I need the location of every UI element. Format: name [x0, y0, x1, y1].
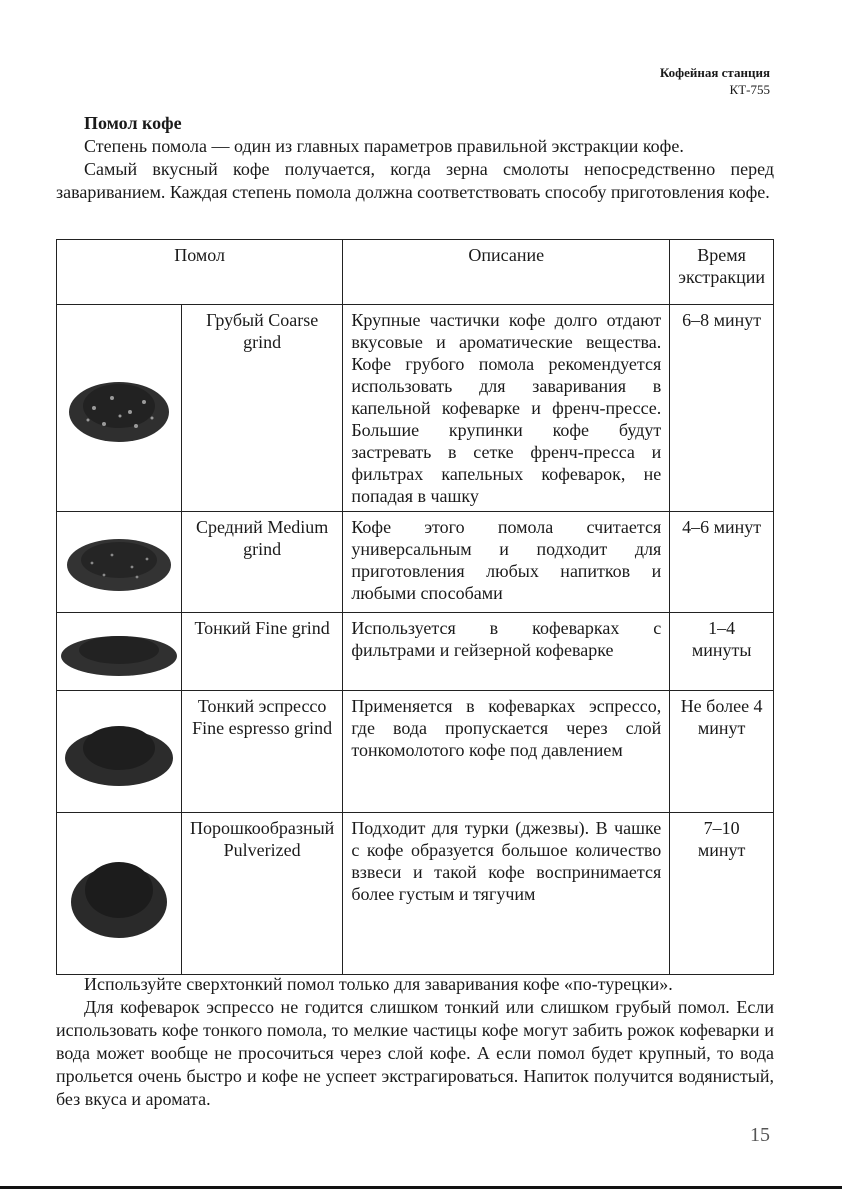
outro-paragraph-1: Используйте сверхтонкий помол только для заваривания кофе «по-турецки».	[84, 974, 673, 994]
extraction-time: 6–8 минут	[670, 305, 774, 512]
header-grind: Помол	[57, 240, 343, 305]
table-row	[57, 305, 774, 512]
grind-name: Тонкий эспрессо Fine espresso grind	[182, 691, 343, 813]
header-title: Кофейная станция	[659, 65, 770, 80]
grind-description: Подходит для турки (джезвы). В чашке с кофе образуется большое количество взвеси и такой кофе воспринимается более густым и тягучим	[343, 813, 670, 975]
outro-section	[56, 973, 774, 1111]
fine-grind-image	[57, 613, 182, 691]
coarse-grind-image	[57, 305, 182, 512]
table-header-row	[57, 240, 774, 305]
grind-description: Используется в кофеварках с фильтрами и гейзерной кофеварке	[343, 613, 670, 691]
extraction-time: 1–4 минуты	[670, 613, 774, 691]
grind-name: Порошкообразный Pulverized	[182, 813, 343, 975]
coffee-pile-icon	[62, 527, 177, 597]
coffee-pile-icon	[61, 712, 177, 792]
extraction-time: 7–10 минут	[670, 813, 774, 975]
header-model: КТ-755	[729, 82, 770, 97]
grind-name: Средний Medium grind	[182, 512, 343, 613]
header-description: Описание	[343, 240, 670, 305]
section-title: Помол кофе	[84, 113, 182, 133]
table-row	[57, 691, 774, 813]
grind-table	[56, 239, 774, 975]
grind-description: Крупные частички кофе долго отдают вкусовые и ароматические вещества. Кофе грубого помола рекомендуется использовать для заваривания в капельной кофеварке и френч-прессе. Большие крупинки кофе будут застревать в сетке френч-пресса и фильтрах капельных кофеварок, не попадая в чашку	[343, 305, 670, 512]
extraction-time: Не более 4 минут	[670, 691, 774, 813]
outro-paragraph-2: Для кофеварок эспрессо не годится слишком тонкий или слишком грубый помол. Если использовать кофе тонкого помола, то мелкие частицы кофе могут забить рожок кофеварки и вода может вообще не просочиться через слой кофе. А если помол будет крупный, то вода прольется очень быстро и кофе не успеет экстрагироваться. Напиток получится водянистый, без вкуса и аромата.	[56, 997, 774, 1109]
header-extraction-time: Время экстракции	[670, 240, 774, 305]
coffee-pile-icon	[67, 844, 171, 944]
page-number: 15	[750, 1124, 770, 1146]
intro-paragraph-2: Самый вкусный кофе получается, когда зерна смолоты непосредственно перед завариванием. Каждая степень помола должна соответствовать способу приготовления кофе.	[56, 159, 774, 202]
intro-section	[56, 112, 774, 204]
grind-name: Грубый Coarse grind	[182, 305, 343, 512]
intro-paragraph-1: Степень помола — один из главных параметров правильной экстракции кофе.	[84, 136, 684, 156]
coffee-pile-icon	[64, 368, 174, 448]
grind-name: Тонкий Fine grind	[182, 613, 343, 691]
table-row	[57, 512, 774, 613]
grind-description: Кофе этого помола считается универсальным и подходит для приготовления любых напитков и любыми способами	[343, 512, 670, 613]
grind-description: Применяется в кофеварках эспрессо, где вода пропускается через слой тонкомолотого кофе под давлением	[343, 691, 670, 813]
table-row	[57, 813, 774, 975]
pulverized-grind-image	[57, 813, 182, 975]
running-header	[660, 64, 770, 98]
table-row	[57, 613, 774, 691]
coffee-pile-icon	[57, 624, 181, 680]
extraction-time: 4–6 минут	[670, 512, 774, 613]
medium-grind-image	[57, 512, 182, 613]
fine-espresso-grind-image	[57, 691, 182, 813]
